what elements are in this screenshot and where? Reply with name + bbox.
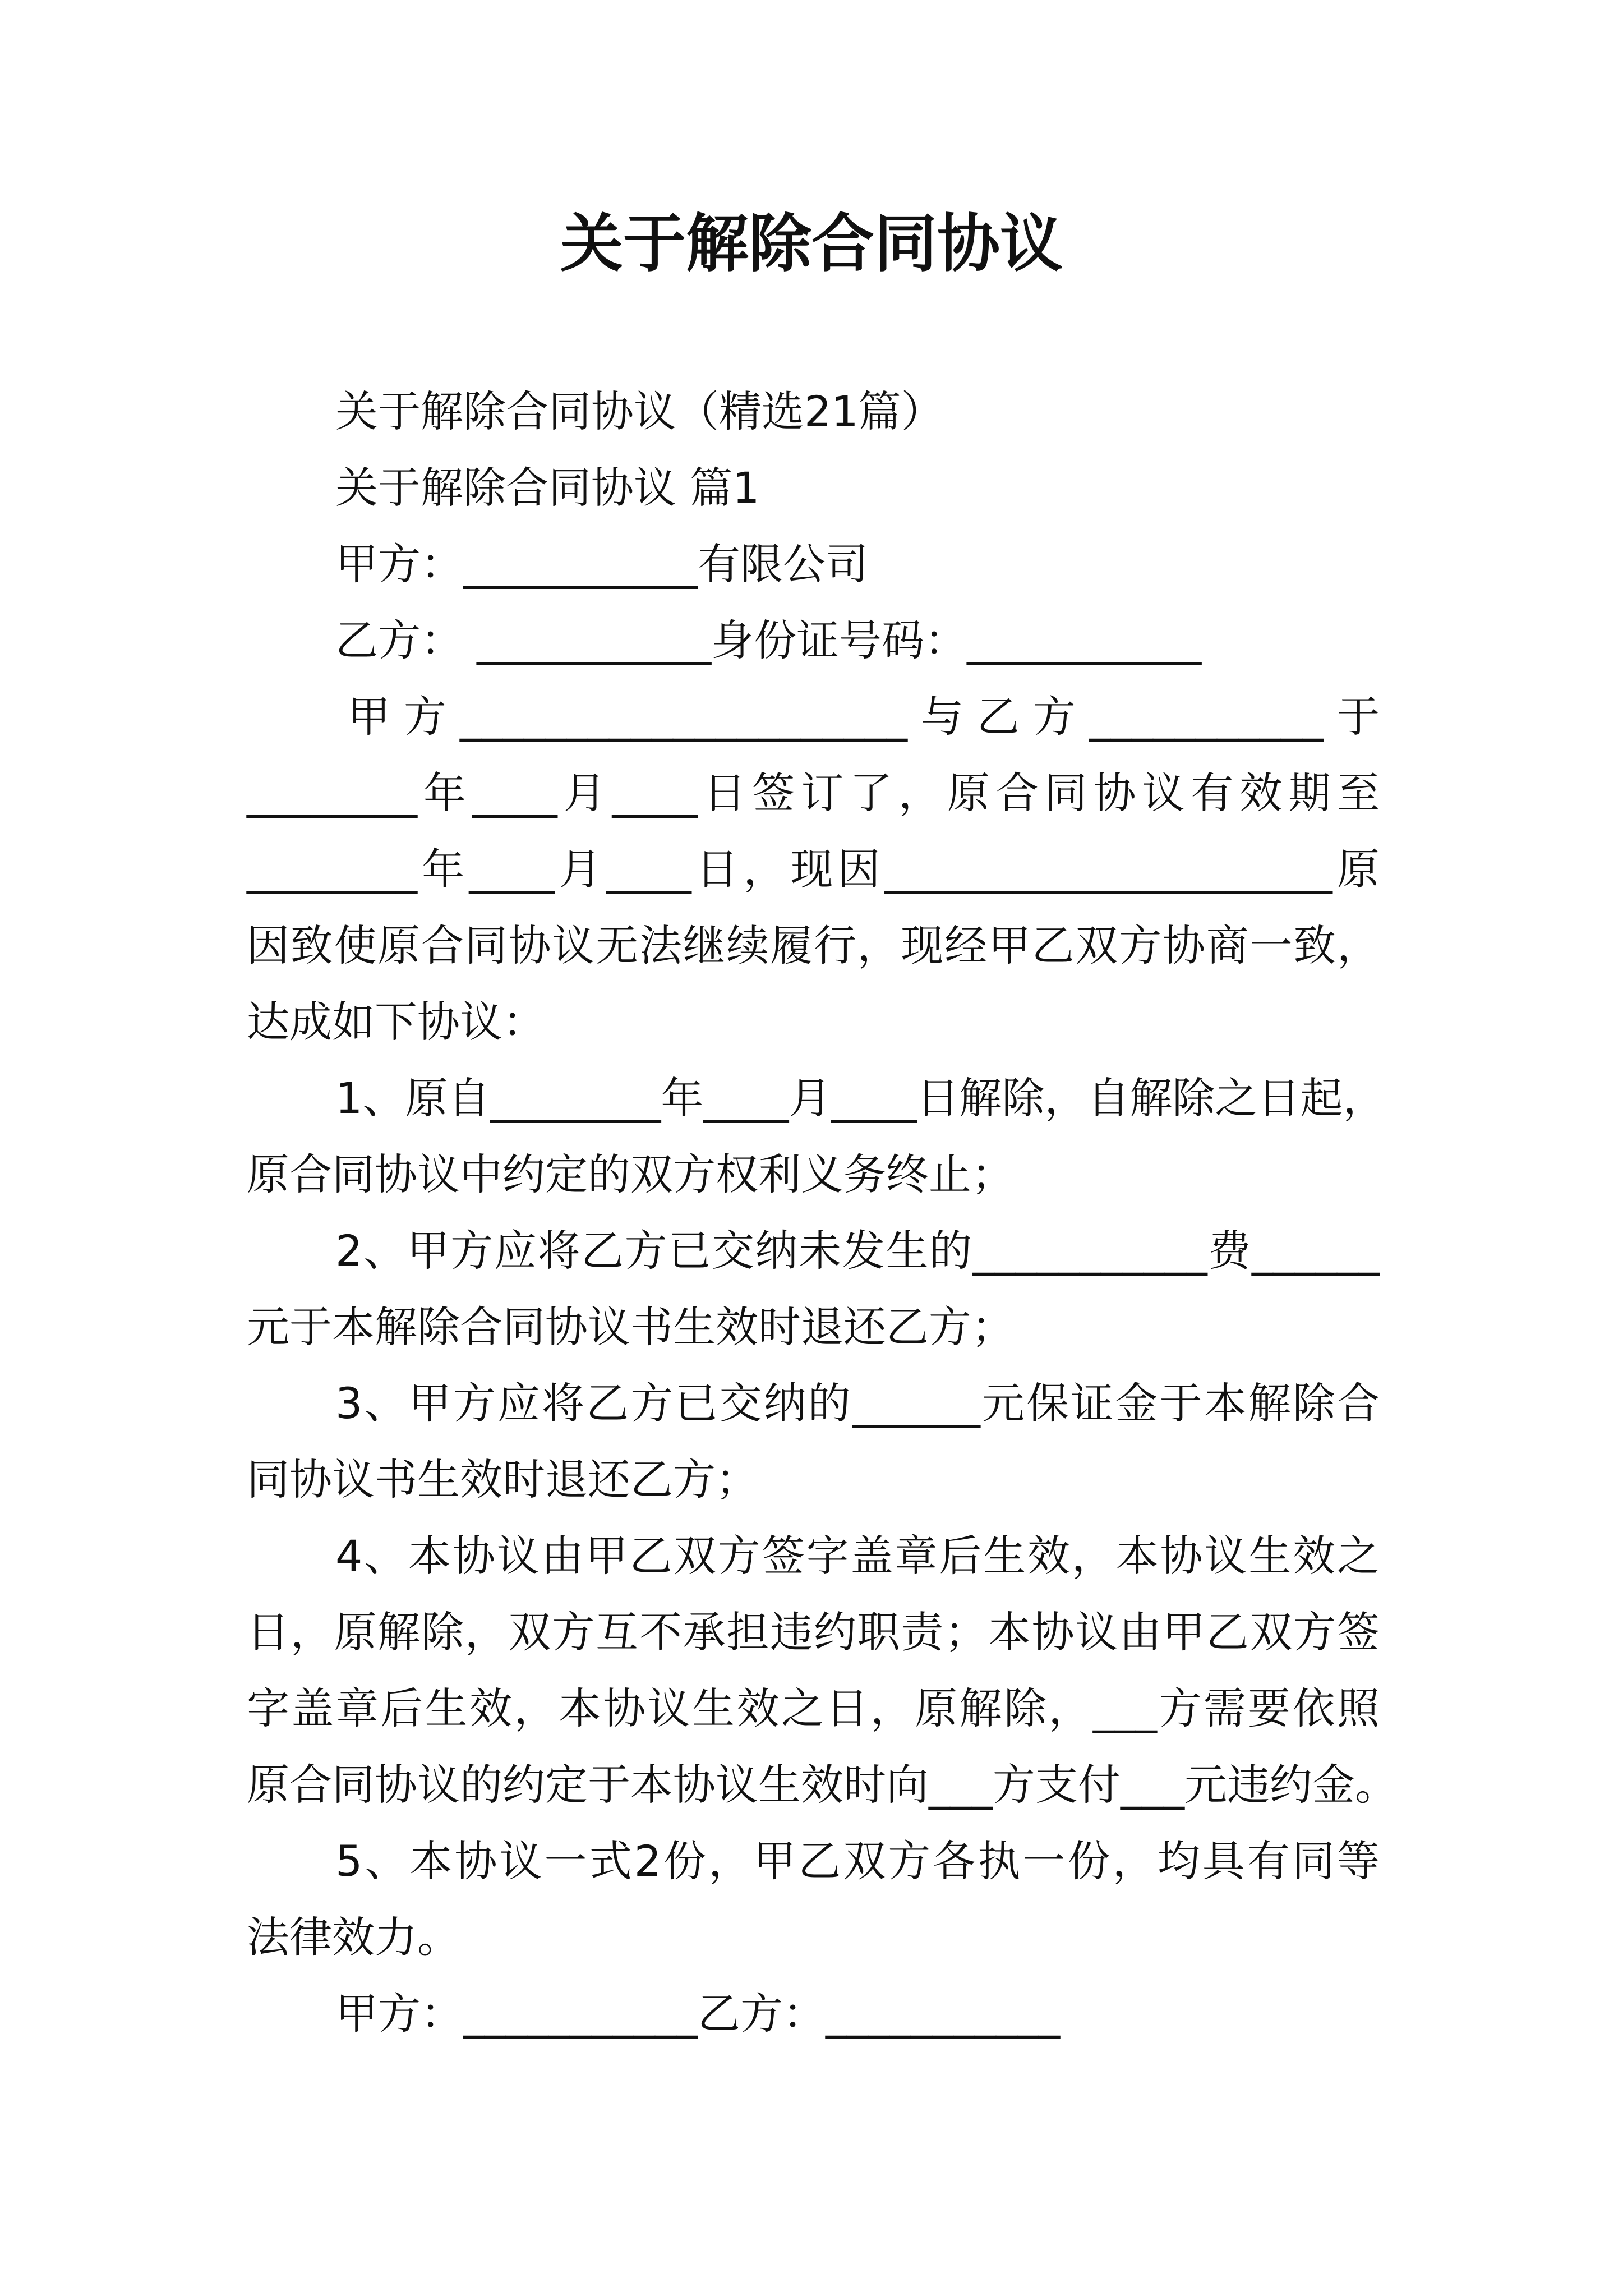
clause-4-line: 原合同协议的约定于本协议生效时向___方支付___元违约金。 <box>247 1760 1398 1810</box>
party-b-line: 乙方： ___________身份证号码：___________ <box>335 615 1202 665</box>
clause-1-line: 原合同协议中约定的双方权利义务终止； <box>247 1149 1014 1199</box>
clause-2-line: 2、甲方应将乙方已交纳未发生的___________费______ <box>335 1226 1380 1276</box>
clause-4-line: 4、本协议由甲乙双方签字盖章后生效，本协议生效之 <box>335 1531 1380 1581</box>
clause-3-line: 同协议书生效时退还乙方； <box>247 1455 758 1504</box>
paragraph-line: ________年____月____日签订了，原合同协议有效期至 <box>247 768 1380 818</box>
clause-4-line: 日，原解除，双方互不承担违约职责；本协议由甲乙双方签 <box>247 1607 1380 1657</box>
signature-line: 甲方：___________乙方：___________ <box>335 1989 1060 2039</box>
paragraph-line: 达成如下协议： <box>247 997 545 1047</box>
paragraph-line: ________年____月____日，现因_____________________原 <box>247 844 1380 894</box>
clause-2-line: 元于本解除合同协议书生效时退还乙方； <box>247 1302 1014 1352</box>
clause-4-line: 字盖章后生效，本协议生效之日，原解除，___方需要依照 <box>247 1683 1380 1733</box>
clause-3-line: 3、甲方应将乙方已交纳的______元保证金于本解除合 <box>335 1378 1380 1428</box>
clause-5-line: 5、本协议一式2份，甲乙双方各执一份，均具有同等 <box>335 1836 1380 1886</box>
subtitle: 关于解除合同协议（精选21篇） <box>335 386 944 436</box>
clause-1-line: 1、原自________年____月____日解除，自解除之日起， <box>335 1073 1386 1123</box>
paragraph-line: 因致使原合同协议无法继续履行，现经甲乙双方协商一致， <box>247 921 1380 970</box>
document-title: 关于解除合同协议 <box>560 208 1063 280</box>
party-a-line: 甲方：___________有限公司 <box>335 539 868 589</box>
section-heading: 关于解除合同协议 篇1 <box>335 463 760 513</box>
clause-5-line: 法律效力。 <box>247 1912 460 1962</box>
paragraph-line: 甲方_____________________与乙方___________于 <box>348 692 1380 742</box>
